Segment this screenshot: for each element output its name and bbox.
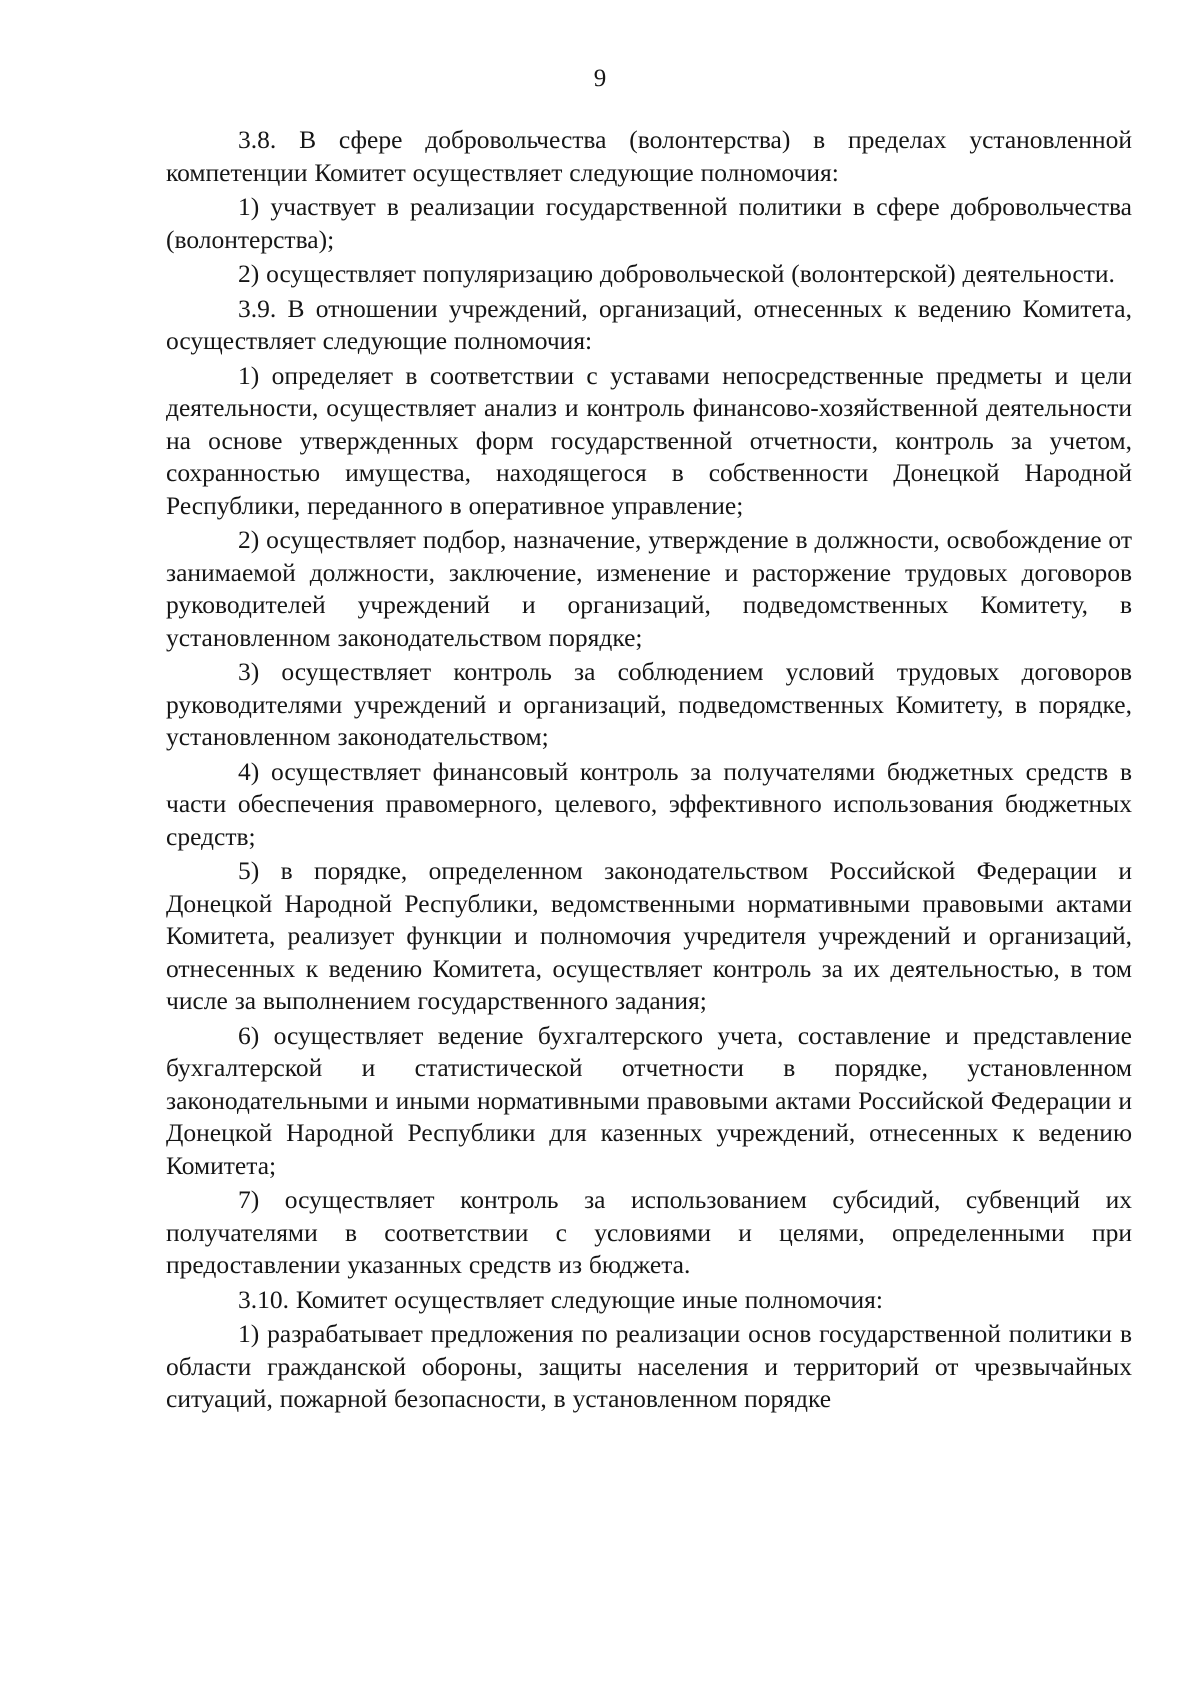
page-number: 9	[593, 65, 607, 92]
document-body	[166, 124, 1132, 1418]
paragraph-3-9-item-6: 6) осуществляет ведение бухгалтерского учета, составление и представление бухгалтерской и статистической отчетности в порядке, установленном законодательными и иными нормативными правовыми актами Российской Федерации и Донецкой Народной Республики для казенных учреждений, отнесенных к ведению Комитета;	[166, 1020, 1132, 1180]
paragraph-3-8-item-1: 1) участвует в реализации государственной политики в сфере добровольчества (волонтерства);	[166, 192, 1132, 254]
paragraph-3-8-item-2: 2) осуществляет популяризацию добровольческой (волонтерской) деятельности.	[238, 259, 1115, 288]
paragraph-3-8: 3.8. В сфере добровольчества (волонтерства) в пределах установленной компетенции Комитет осуществляет следующие полномочия:	[166, 125, 1132, 187]
paragraph-3-9: 3.9. В отношении учреждений, организаций, отнесенных к ведению Комитета, осуществляет следующие полномочия:	[166, 293, 1132, 355]
paragraph-3-9-item-2: 2) осуществляет подбор, назначение, утверждение в должности, освобождение от занимаемой должности, заключение, изменение и расторжение трудовых договоров руководителей учреждений и организаций, подведомственных Комитету, в установленном законодательством порядке;	[166, 525, 1132, 652]
paragraph-3-10-item-1: 1) разрабатывает предложения по реализации основ государственной политики в области гражданской обороны, защиты населения и территорий от чрезвычайных ситуаций, пожарной безопасности, в установленном порядке	[166, 1319, 1132, 1413]
paragraph-3-9-item-4: 4) осуществляет финансовый контроль за получателями бюджетных средств в части обеспечения правомерного, целевого, эффективного использования бюджетных средств;	[166, 756, 1132, 851]
paragraph-3-10: 3.10. Комитет осуществляет следующие иные полномочия:	[238, 1284, 883, 1314]
paragraph-3-9-item-3: 3) осуществляет контроль за соблюдением условий трудовых договоров руководителями учреждений и организаций, подведомственных Комитету, в порядке, установленном законодательством;	[166, 657, 1132, 751]
paragraph-3-9-item-1: 1) определяет в соответствии с уставами непосредственные предметы и цели деятельности, осуществляет анализ и контроль финансово-хозяйственной деятельности на основе утвержденных форм государственной отчетности, контроль за учетом, сохранностью имущества, находящегося в собственности Донецкой Народной Республики, переданного в оперативное управление;	[166, 360, 1132, 520]
paragraph-3-9-item-5: 5) в порядке, определенном законодательством Российской Федерации и Донецкой Народной Республики, ведомственными нормативными правовыми актами Комитета, реализует функции и полномочия учредителя учреждений и организаций, отнесенных к ведению Комитета, осуществляет контроль за их деятельностью, в том числе за выполнением государственного задания;	[166, 856, 1132, 1015]
paragraph-3-9-item-7: 7) осуществляет контроль за использованием субсидий, субвенций их получателями в соответствии с условиями и целями, определенными при предоставлении указанных средств из бюджета.	[166, 1185, 1132, 1279]
